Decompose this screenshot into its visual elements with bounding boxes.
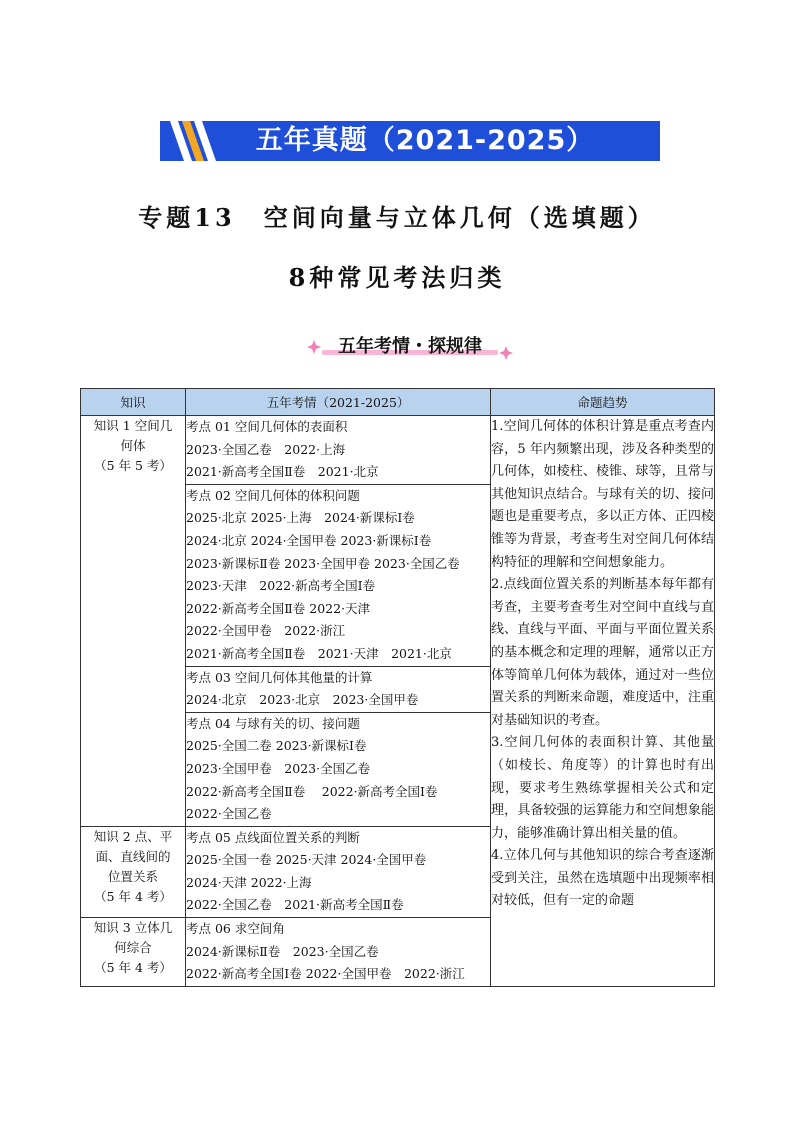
section-tag [300,326,520,362]
exam-point-cell-6: 考点 06 求空间角 2024·新课标Ⅱ卷 2023·全国乙卷 2022·新高考全国Ⅰ卷 2022·全国甲卷 2022·浙江 [186,918,491,987]
exam-point-cell-4: 考点 04 与球有关的切、接问题 2025·全国二卷 2023·新课标Ⅰ卷 2023·全国甲卷 2023·全国乙卷 2022·新高考全国Ⅱ卷 2022·新高考全国Ⅰ卷 2022·全国乙卷 [186,712,491,826]
section-tag-text: 五年考情・探规律 [338,336,482,357]
exam-point-cell-5: 考点 05 点线面位置关系的判断 2025·全国一卷 2025·天津 2024·全国甲卷 2024·天津 2022·上海 2022·全国乙卷 2021·新高考全国Ⅱ卷 [186,826,491,917]
table-header-row [81,389,715,416]
trend-paragraph: 4.立体几何与其他知识的综合考查逐渐受到关注，虽然在选填题中出现频率相对较低，但有一定的命题 [491,848,714,909]
topic-subtitle: 8种常见考法归类 [288,263,506,292]
header-five-years: 五年考情（2021-2025） [186,389,491,416]
header-trend: 命题趋势 [491,389,715,416]
exam-point-cell-3: 考点 03 空间几何体其他量的计算 2024·北京 2023·北京 2023·全国甲卷 [186,666,491,712]
trend-paragraph: 3.空间几何体的表面积计算、其他量（如棱长、角度等）的计算也时有出现，要求考生熟练掌握相关公式和定理，具备较强的运算能力和空间想象能力，能够准确计算出相关量的值。 [491,735,714,841]
trend-paragraph: 1.空间几何体的体积计算是重点考查内容，5 年内频繁出现，涉及各种类型的几何体，如棱柱、棱锥、球等，且常与其他知识点结合。与球有关的切、接问题也是重要考点，多以正方体、正四棱锥等为背景，考查考生对空间几何体结构特征的理解和空间想象能力。 [491,419,714,570]
knowledge-cell-2: 知识 2 点、平 面、直线间的 位置关系 （5 年 4 考） [81,826,186,917]
title-banner [160,121,660,161]
trend-paragraph: 2.点线面位置关系的判断基本每年都有考查，主要考查考生对空间中直线与直线、直线与平面、平面与平面位置关系的基本概念和定理的理解，通常以正方体等简单几何体为载体，通过对一些位置关系的判断来命题，难度适中，注重对基础知识的考查。 [491,577,714,728]
knowledge-cell-1: 知识 1 空间几 何体 （5 年 5 考） [81,416,186,827]
exam-overview-table [80,388,715,987]
topic-title: 专题13 空间向量与立体几何（选填题） [138,203,656,232]
banner-title: 五年真题（2021-2025） [255,125,595,156]
exam-point-cell-2: 考点 02 空间几何体的体积问题 2025·北京 2025·上海 2024·新课标Ⅰ卷 2024·北京 2024·全国甲卷 2023·新课标Ⅰ卷 2023·新课标Ⅱ卷 2023·全国甲卷 2023·全国乙卷 2023·天津 2022·新高考全国Ⅰ卷 2022·新高考全国Ⅱ卷 2022·天津 2022·全国甲卷 2022·浙江 2021·新高考全国Ⅱ卷 2021·天津 2021·北京 [186,484,491,666]
exam-point-cell-1: 考点 01 空间几何体的表面积 2023·全国乙卷 2022·上海 2021·新高考全国Ⅱ卷 2021·北京 [186,416,491,485]
knowledge-cell-3: 知识 3 立体几 何综合 （5 年 4 考） [81,918,186,987]
header-knowledge: 知识 [81,389,186,416]
trend-cell [491,416,715,987]
table-row [81,416,715,485]
